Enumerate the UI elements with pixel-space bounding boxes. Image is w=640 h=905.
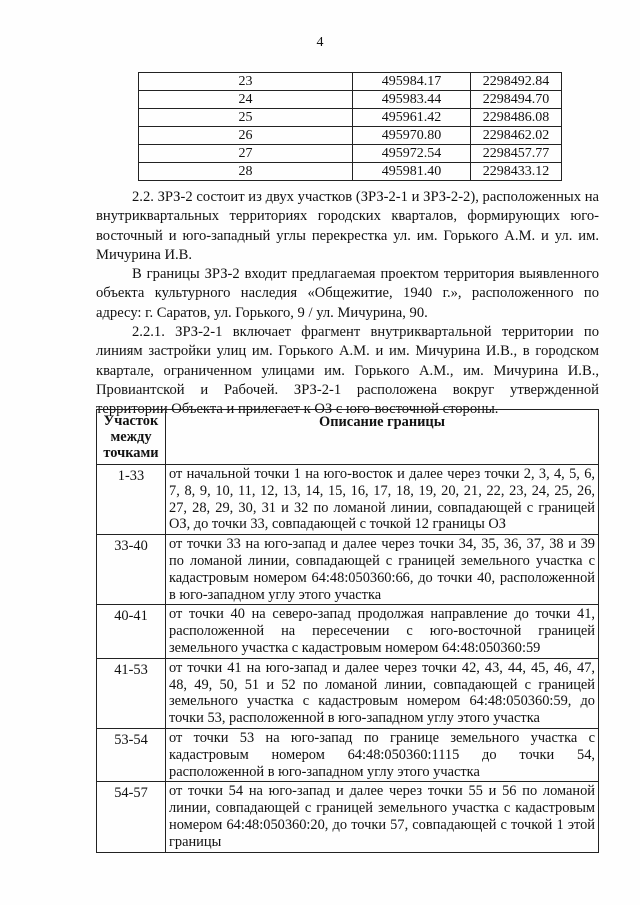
coord-x: 495983.44 xyxy=(353,91,471,109)
coord-y: 2298492.84 xyxy=(471,73,562,91)
header-segment: Участок между точками xyxy=(97,410,166,465)
point-number: 26 xyxy=(139,127,353,145)
description-cell: от точки 41 на юго-запад и далее через точки 42, 43, 44, 45, 46, 47, 48, 49, 50, 51 и 52 по ломаной линии, совпадающей с границей земельного участка с кадастровым номером 64:48:050360:59, до точки 53, расположенной в юго-западном углу этого участка xyxy=(166,658,599,728)
table-row xyxy=(139,91,562,109)
table-row xyxy=(97,728,599,781)
paragraph-2-2-1: 2.2.1. ЗРЗ-2-1 включает фрагмент внутриквартальной территории по линиям застройки улиц им. Горького А.М. и им. Мичурина И.В., в городском квартале, ограниченном улицами им. Горького А.М., им. Мичурина И.В., Провиантской и Рабочей. ЗРЗ-2-1 расположена вокруг утвержденной территории Объекта и прилегает к ОЗ с юго-восточной стороны. xyxy=(96,324,599,418)
paragraph-zrz2-bounds: В границы ЗРЗ-2 входит предлагаемая проектом территория выявленного объекта культурного наследия «Общежитие, 1940 г.», расположенного по адресу: г. Саратов, ул. Горького, 9 / ул. Мичурина, 90. xyxy=(96,266,599,321)
description-cell: от точки 53 на юго-запад по границе земельного участка с кадастровым номером 64:48:050360:1115 до точки 54, расположенной в юго-западном углу этого участка xyxy=(166,728,599,781)
table-row xyxy=(139,109,562,127)
description-cell: от точки 33 на юго-запад и далее через точки 34, 35, 36, 37, 38 и 39 по ломаной линии, совпадающей с границей земельного участка с кадастровым номером 64:48:050360:66, до точки 40, расположенной в юго-западном углу этого участка xyxy=(166,535,599,605)
segment-cell: 53-54 xyxy=(97,728,166,781)
point-number: 24 xyxy=(139,91,353,109)
table-row xyxy=(97,658,599,728)
body-text xyxy=(96,188,599,420)
coord-x: 495970.80 xyxy=(353,127,471,145)
table-row xyxy=(139,127,562,145)
coord-x: 495961.42 xyxy=(353,109,471,127)
point-number: 25 xyxy=(139,109,353,127)
coord-y: 2298433.12 xyxy=(471,163,562,181)
page-number: 4 xyxy=(316,35,324,50)
table-row xyxy=(139,145,562,163)
coord-y: 2298494.70 xyxy=(471,91,562,109)
coordinates-table xyxy=(138,72,562,181)
table-row xyxy=(97,605,599,658)
coord-y: 2298457.77 xyxy=(471,145,562,163)
table-row xyxy=(97,782,599,852)
segment-cell: 41-53 xyxy=(97,658,166,728)
segment-cell: 40-41 xyxy=(97,605,166,658)
segment-cell: 54-57 xyxy=(97,782,166,852)
coord-y: 2298462.02 xyxy=(471,127,562,145)
coord-x: 495972.54 xyxy=(353,145,471,163)
segment-cell: 33-40 xyxy=(97,535,166,605)
description-cell: от начальной точки 1 на юго-восток и далее через точки 2, 3, 4, 5, 6, 7, 8, 9, 10, 11, 12, 13, 14, 15, 16, 17, 18, 19, 20, 21, 22, 23, 24, 25, 26, 27, 28, 29, 30, 31 и 32 по ломаной линии, совпадающей с границей ОЗ, до точки 33, совпадающей с точкой 12 границы ОЗ xyxy=(166,465,599,535)
coord-x: 495984.17 xyxy=(353,73,471,91)
paragraph-2-2: 2.2. ЗРЗ-2 состоит из двух участков (ЗРЗ-2-1 и ЗРЗ-2-2), расположенных на внутриквартальных территориях городских кварталов, формирующих юго-восточный и юго-западный углы перекрестка ул. им. Горького А.М. и ул. им. Мичурина И.В. xyxy=(96,189,599,263)
table-row xyxy=(139,73,562,91)
segment-cell: 1-33 xyxy=(97,465,166,535)
point-number: 27 xyxy=(139,145,353,163)
description-cell: от точки 40 на северо-запад продолжая направление до точки 41, расположенной на пересечении с юго-восточной границей земельного участка с кадастровым номером 64:48:050360:59 xyxy=(166,605,599,658)
point-number: 28 xyxy=(139,163,353,181)
table-row xyxy=(97,465,599,535)
table-row xyxy=(139,163,562,181)
table-header-row xyxy=(97,410,599,465)
table-row xyxy=(97,535,599,605)
description-cell: от точки 54 на юго-запад и далее через точки 55 и 56 по ломаной линии, совпадающей с границей земельного участка с кадастровым номером 64:48:050360:20, до точки 57, совпадающей с точкой 1 этой границы xyxy=(166,782,599,852)
header-description: Описание границы xyxy=(166,410,599,465)
coord-x: 495981.40 xyxy=(353,163,471,181)
coord-y: 2298486.08 xyxy=(471,109,562,127)
boundary-description-table xyxy=(96,409,599,853)
point-number: 23 xyxy=(139,73,353,91)
